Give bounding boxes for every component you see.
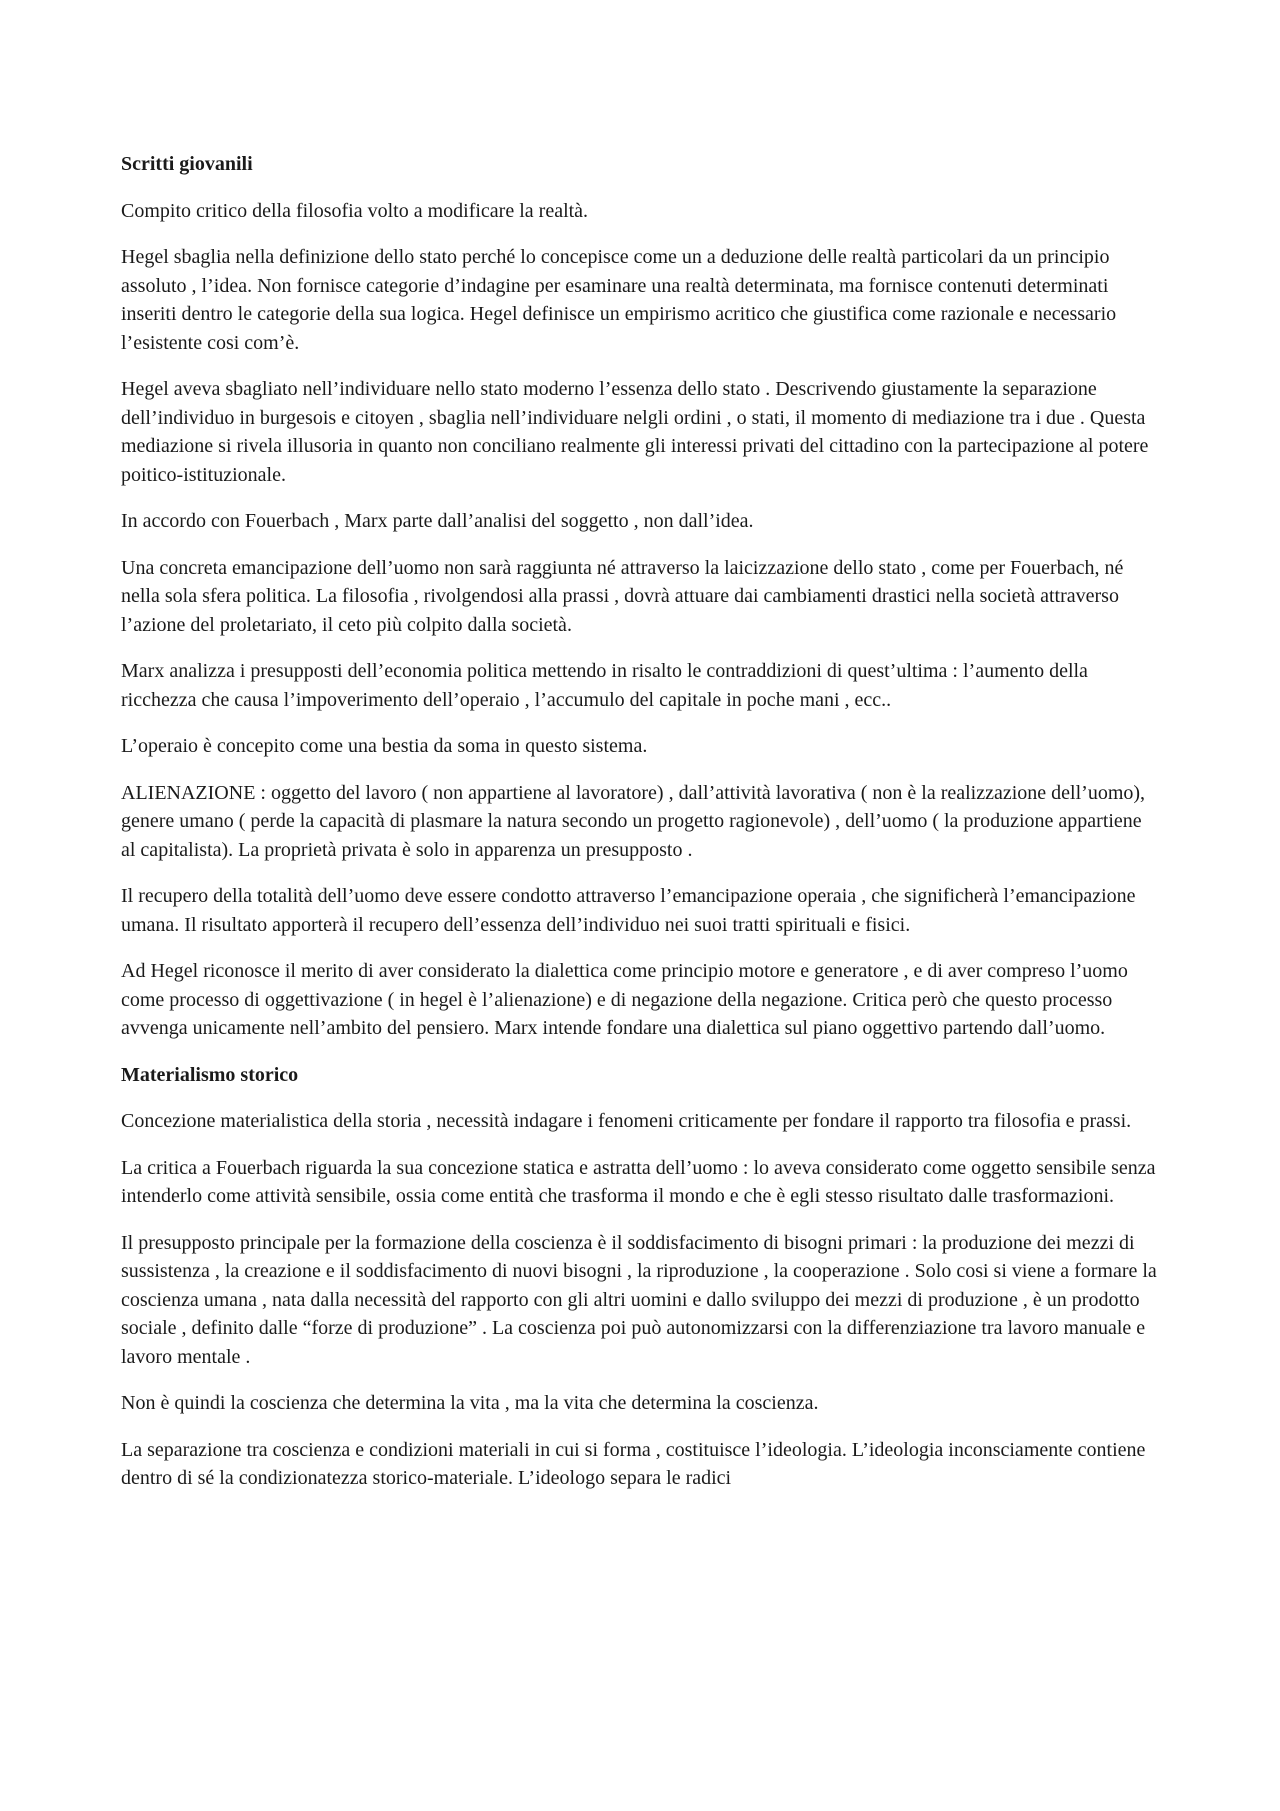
paragraph: Una concreta emancipazione dell’uomo non sarà raggiunta né attraverso la laicizzazione dello stato , come per Fouerbach, né nella sola sfera politica. La filosofia , rivolgendosi alla prassi , dovrà attuare dai cambiamenti drastici nella società attraverso l’azione del proletariato, il ceto più colpito dalla società. (121, 556, 1124, 636)
paragraph: Hegel sbaglia nella definizione dello stato perché lo concepisce come un a deduzione delle realtà particolari da un principio assoluto , l’idea. Non fornisce categorie d’indagine per esaminare una realtà determinata, ma fornisce contenuti determinati inseriti dentro le categorie della sua logica. Hegel definisce un empirismo acritico che giustifica come razionale e necessario l’esistente cosi com’è. (121, 246, 1117, 354)
paragraph: Ad Hegel riconosce il merito di aver considerato la dialettica come principio motore e generatore , e di aver compreso l’uomo come processo di oggettivazione ( in hegel è l’alienazione) e di negazione della negazione. Critica però che questo processo avvenga unicamente nell’ambito del pensiero. Marx intende fondare una dialettica sul piano oggettivo partendo dall’uomo. (121, 960, 1128, 1039)
paragraph: In accordo con Fouerbach , Marx parte dall’analisi del soggetto , non dall’idea. (121, 510, 754, 532)
paragraph: Il recupero della totalità dell’uomo deve essere condotto attraverso l’emancipazione operaia , che significherà l’emancipazione umana. Il risultato apporterà il recupero dell’essenza dell’individuo nei suoi tratti spirituali e fisici. (121, 885, 1136, 936)
document-body (121, 150, 1161, 1511)
paragraph: Concezione materialistica della storia , necessità indagare i fenomeni criticamente per fondare il rapporto tra filosofia e prassi. (121, 1110, 1132, 1132)
paragraph: Compito critico della filosofia volto a modificare la realtà. (121, 199, 589, 222)
paragraph: La separazione tra coscienza e condizioni materiali in cui si forma , costituisce l’ideologia. L’ideologia inconsciamente contiene dentro di sé la condizionatezza storico-materiale. L’ideologo separa le radici (121, 1438, 1146, 1489)
section-heading-materialismo-storico: Materialismo storico (121, 1063, 299, 1086)
section-heading-scritti-giovanili: Scritti giovanili (121, 153, 253, 175)
paragraph: Non è quindi la coscienza che determina la vita , ma la vita che determina la coscienza. (121, 1392, 819, 1414)
paragraph: Hegel aveva sbagliato nell’individuare nello stato moderno l’essenza dello stato . Descrivendo giustamente la separazione dell’individuo in burgesois e citoyen , sbaglia nell’individuare nelgli ordini , o stati, il momento di mediazione tra i due . Questa mediazione si rivela illusoria in quanto non conciliano realmente gli interessi privati del cittadino con la partecipazione al potere poitico-istituzionale. (121, 378, 1149, 486)
paragraph: Marx analizza i presupposti dell’economia politica mettendo in risalto le contraddizioni di quest’ultima : l’aumento della ricchezza che causa l’impoverimento dell’operaio , l’accumulo del capitale in poche mani , ecc.. (121, 660, 1088, 711)
paragraph: La critica a Fouerbach riguarda la sua concezione statica e astratta dell’uomo : lo aveva considerato come oggetto sensibile senza intenderlo come attività sensibile, ossia come entità che trasforma il mondo e che è egli stesso risultato dalle trasformazioni. (121, 1156, 1156, 1207)
paragraph: L’operaio è concepito come una bestia da soma in questo sistema. (121, 735, 648, 757)
paragraph: Il presupposto principale per la formazione della coscienza è il soddisfacimento di bisogni primari : la produzione dei mezzi di sussistenza , la creazione e il soddisfacimento di nuovi bisogni , la riproduzione , la cooperazione . Solo cosi si viene a formare la coscienza umana , nata dalla necessità del rapporto con gli altri uomini e dallo sviluppo dei mezzi di produzione , è un prodotto sociale , definito dalle “forze di produzione” . La coscienza poi può autonomizzarsi con la differenziazione tra lavoro manuale e lavoro mentale . (121, 1231, 1157, 1368)
paragraph: ALIENAZIONE : oggetto del lavoro ( non appartiene al lavoratore) , dall’attività lavorativa ( non è la realizzazione dell’uomo), genere umano ( perde la capacità di plasmare la natura secondo un progetto ragionevole) , dell’uomo ( la produzione appartiene al capitalista). La proprietà privata è solo in apparenza un presupposto . (121, 781, 1146, 861)
